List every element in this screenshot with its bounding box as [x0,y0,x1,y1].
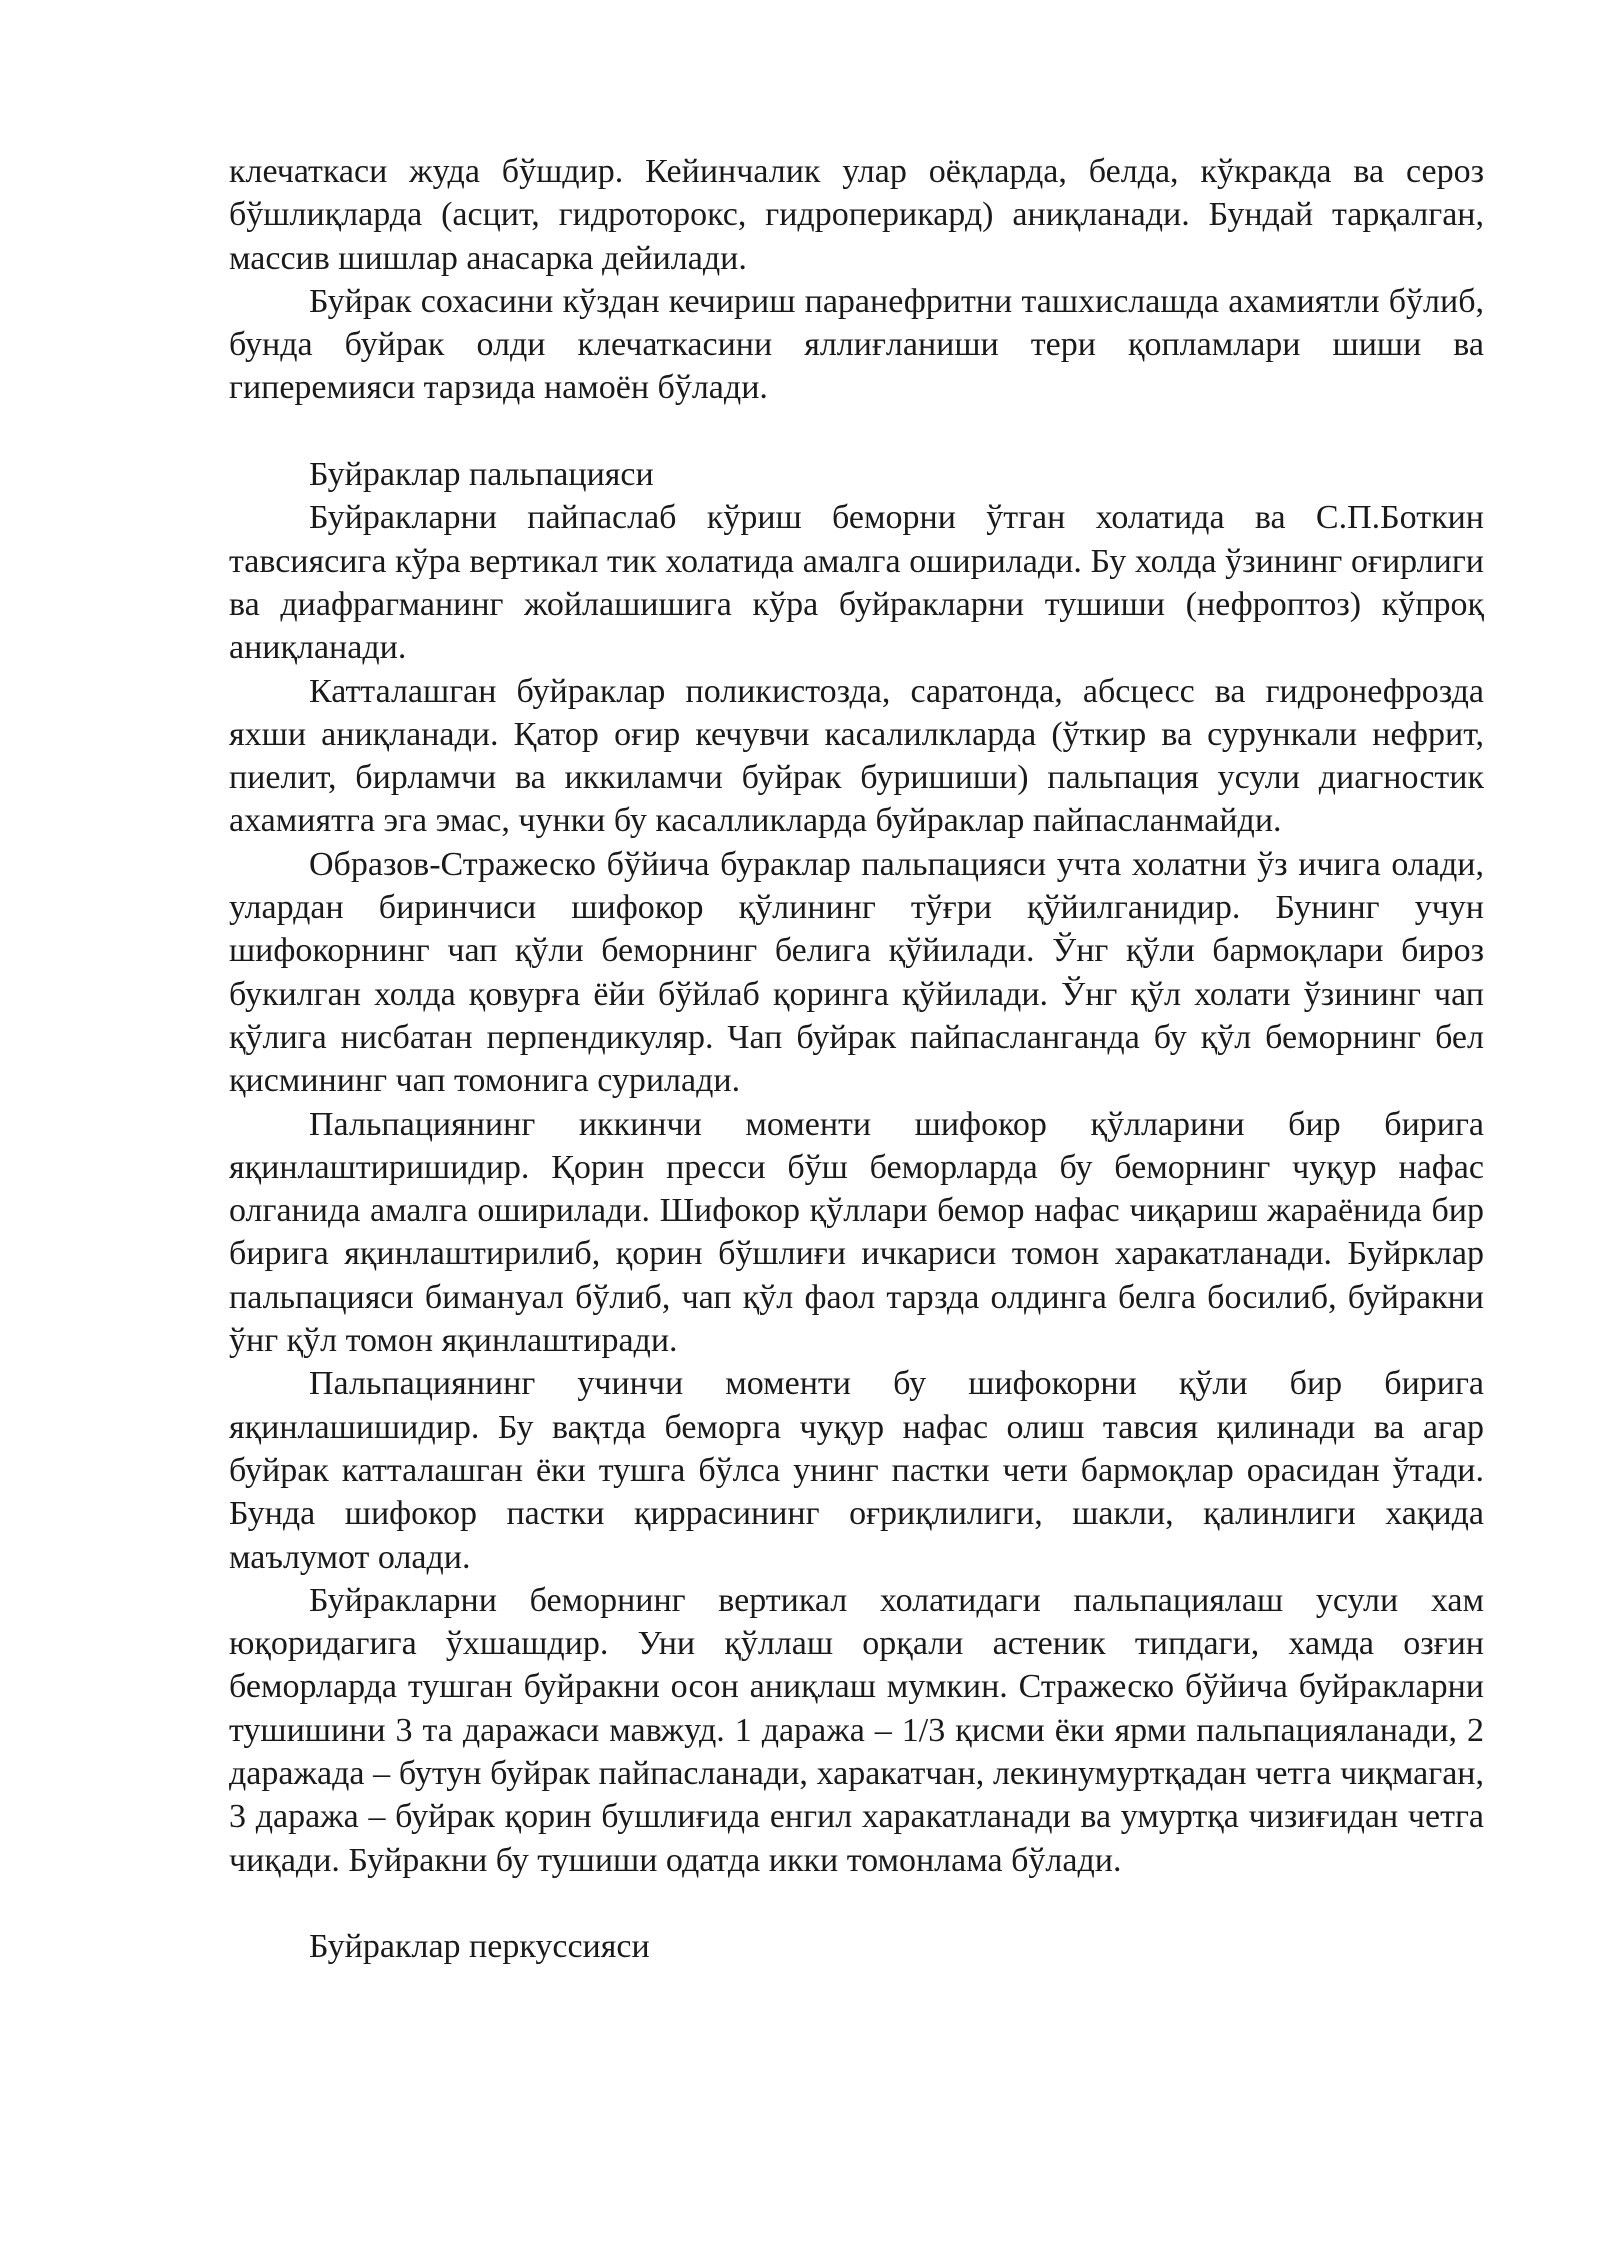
paragraph-vertical-palpation: Буйракларни беморнинг вертикал холатидаги пальпациялаш усули хам юқоридагига ўхшашдир. Уни қўллаш орқали астеник типдаги, хамда озғин беморларда тушган буйракни осон аниқлаш мумкин. Стражеско бўйича буйракларни тушишини 3 та даражаси мавжуд. 1 даража – 1/3 қисми ёки ярми пальпацияланади, 2 даражада – бутун буйрак пайпасланади, харакатчан, лекинумуртқадан четга чиқмаган, 3 даража – буйрак қорин бушлиғида енгил харакатланади ва умуртқа чизиғидан четга чиқади. Буйракни бу тушиши одатда икки томонлама бўлади. [229,1581,1484,1879]
section-heading-palpation: Буйраклар пальпацияси [309,456,654,494]
paragraph-enlarged-kidneys: Катталашган буйраклар поликистозда, саратонда, абсцесс ва гидронефрозда яхши аниқланади. Қатор оғир кечувчи касалилкларда (ўткир ва сурункали нефрит, пиелит, бирламчи ва иккиламчи буйрак буришиши) пальпация усули диагностик ахамиятга эга эмас, чунки бу касалликларда буйраклар пайпасланмайди. [229,672,1484,840]
section-heading-percussion: Буйраклар перкуссияси [309,1928,650,1966]
paragraph-continued: клечаткаси жуда бўшдир. Кейинчалик улар оёқларда, белда, кўкракда ва сероз бўшлиқларда (асцит, гидроторокс, гидроперикард) аниқланади. Бундай тарқалган, массив шишлар анасарка дейилади. [229,153,1484,277]
paragraph-third-moment: Пальпациянинг учинчи моменти бу шифокорни қўли бир бирига яқинлашишидир. Бу вақтда беморга чуқур нафас олиш тавсия қилинади ва агар буйрак катталашган ёки тушга бўлса унинг пастки чети бармоқлар орасидан ўтади. Бунда шифокор пастки қиррасининг оғриқлилиги, шакли, қалинлиги хақида маълумот олади. [229,1365,1484,1576]
paragraph-second-moment: Пальпациянинг иккинчи моменти шифокор қўлларини бир бирига яқинлаштиришидир. Қорин пресси бўш беморларда бу беморнинг чуқур нафас олганида амалга оширилади. Шифокор қўллари бемор нафас чиқариш жараёнида бир бирига яқинлаштирилиб, қорин бўшлиғи ичкариси томон харакатланади. Буйрклар пальпацияси бимануал бўлиб, чап қўл фаол тарзда олдинга белга босилиб, буйракни ўнг қўл томон яқинлаштиради. [229,1105,1484,1360]
blank-line [229,410,1484,453]
paragraph-palpation-intro: Буйракларни пайпаслаб кўриш беморни ўтган холатида ва С.П.Боткин тавсиясига кўра вертикал тик холатида амалга оширилади. Бу холда ўзининг оғирлиги ва диафрагманинг жойлашишига кўра буйракларни тушиши (нефроптоз) кўпроқ аниқланади. [229,499,1484,667]
paragraph-inspection: Буйрак сохасини кўздан кечириш паранефритни ташхислашда ахамиятли бўлиб, бунда буйрак олди клечаткасини яллиғланиши тери қопламлари шиши ва гиперемияси тарзида намоён бўлади. [229,282,1484,407]
document-body [229,150,1484,1968]
paragraph-obraztsov-method: Образов-Стражеско бўйича бураклар пальпацияси учта холатни ўз ичига олади, улардан биринчиси шифокор қўлининг тўғри қўйилганидир. Бунинг учун шифокорнинг чап қўли беморнинг белига қўйилади. Ўнг қўли бармоқлари бироз букилган холда қовурға ёйи бўйлаб қоринга қўйилади. Ўнг қўл холати ўзининг чап қўлига нисбатан перпендикуляр. Чап буйрак пайпасланганда бу қўл беморнинг бел қисмининг чап томонига сурилади. [229,845,1484,1100]
blank-line [229,1882,1484,1925]
